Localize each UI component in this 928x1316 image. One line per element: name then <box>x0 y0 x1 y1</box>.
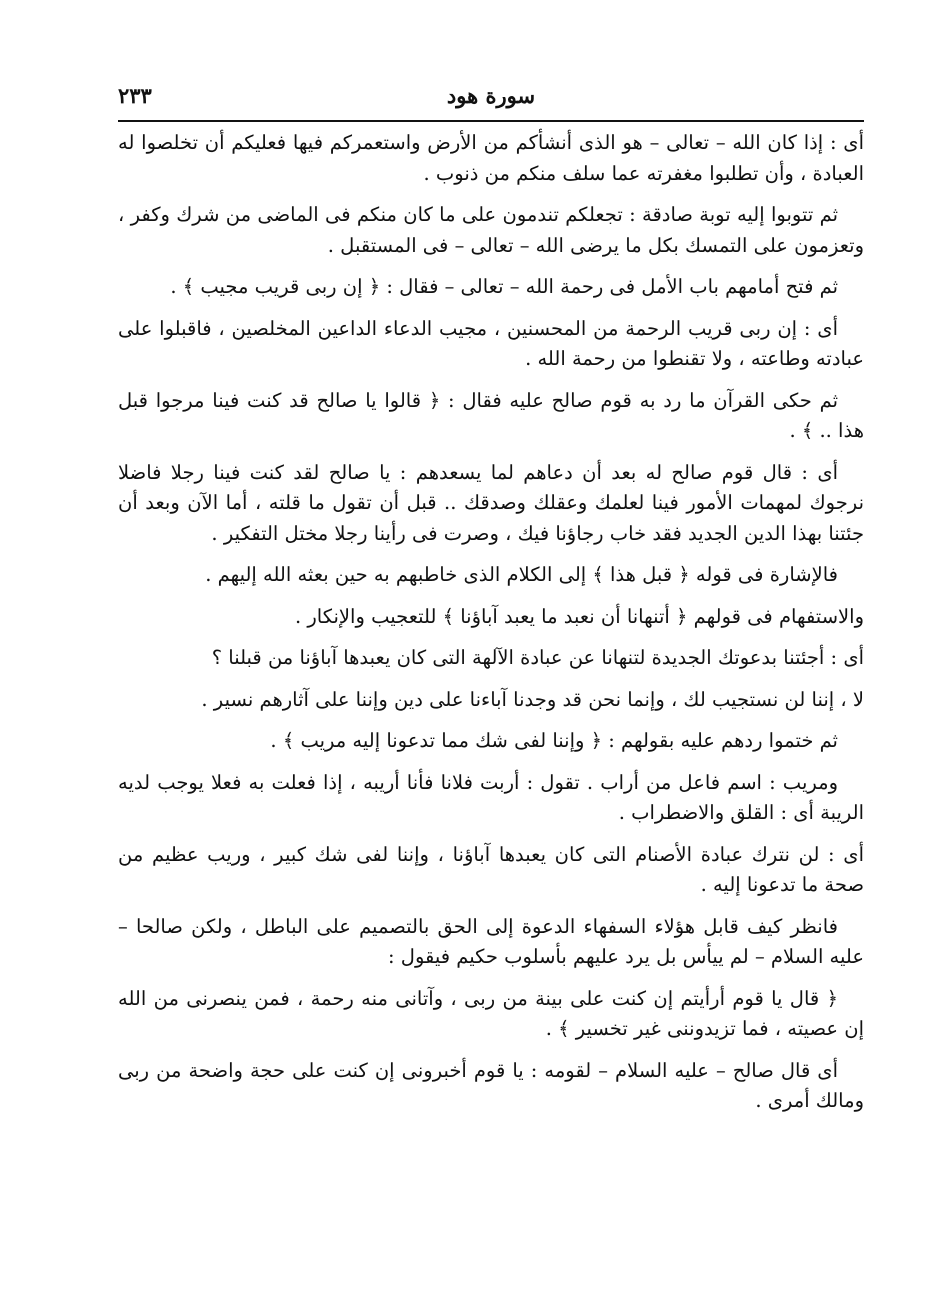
quran-verse-paragraph: ﴿ قال يا قوم أرأيتم إن كنت على بينة من ربى ، وآتانى منه رحمة ، فمن ينصرنى من الله إن عصيته ، فما تزيدوننى غير تخسير ﴾ . <box>118 986 864 1040</box>
page-body <box>118 128 864 1128</box>
paragraph: ثم تتوبوا إليه توبة صادقة : تجعلكم تندمون على ما كان منكم فى الماضى من شرك وكفر ، وتعزمون على التمسك بكل ما يرضى الله – تعالى – فى المستقبل . <box>118 203 864 257</box>
paragraph: فانظر كيف قابل هؤلاء السفهاء الدعوة إلى الحق بالتصميم على الباطل ، ولكن صالحا – عليه السلام – لم ييأس بل يرد عليهم بأسلوب حكيم فيقول : <box>118 914 864 968</box>
surah-title: سورة هود <box>446 83 536 108</box>
paragraph: ثم فتح أمامهم باب الأمل فى رحمة الله – تعالى – فقال : ﴿ إن ربى قريب مجيب ﴾ . <box>170 275 838 298</box>
paragraph: أى : قال قوم صالح له بعد أن دعاهم لما يسعدهم : يا صالح لقد كنت فينا رجلا فاضلا نرجوك لمهمات الأمور فينا لعلمك وعقلك وصدقك .. قبل أن تقول ما قلته ، أما الآن وبعد أن جئتنا بهذا الدين الجديد فقد خاب رجاؤنا فيك ، وصرت فى رأينا رجلا مختل التفكير . <box>118 460 864 545</box>
paragraph: ومريب : اسم فاعل من أراب . تقول : أربت فلانا فأنا أريبه ، إذا فعلت به فعلا يوجب لديه الريبة أى : القلق والاضطراب . <box>118 770 864 824</box>
paragraph: أى : لن نترك عبادة الأصنام التى كان يعبدها آباؤنا ، وإننا لفى شك كبير ، وريب عظيم من صحة ما تدعونا إليه . <box>118 842 864 896</box>
paragraph: أى قال صالح – عليه السلام – لقومه : يا قوم أخبرونى إن كنت على حجة واضحة من ربى ومالك أمرى . <box>118 1058 864 1112</box>
paragraph: أى : أجئتنا بدعوتك الجديدة لتنهانا عن عبادة الآلهة التى كان يعبدها آباؤنا من قبلنا ؟ <box>211 646 864 669</box>
paragraph: ثم حكى القرآن ما رد به قوم صالح عليه فقال : ﴿ قالوا يا صالح قد كنت فينا مرجوا قبل هذا .. ﴾ . <box>118 388 864 442</box>
page-header <box>118 78 864 118</box>
paragraph: لا ، إننا لن نستجيب لك ، وإنما نحن قد وجدنا آباءنا على دين وإننا على آثارهم نسير . <box>201 687 864 711</box>
page-number: ٢٣٣ <box>118 83 152 108</box>
paragraph: ثم ختموا ردهم عليه بقولهم : ﴿ وإننا لفى شك مما تدعونا إليه مريب ﴾ . <box>270 729 838 752</box>
header-divider <box>118 120 864 122</box>
paragraph: والاستفهام فى قولهم ﴿ أتنهانا أن نعبد ما يعبد آباؤنا ﴾ للتعجيب والإنكار . <box>294 604 864 628</box>
paragraph: أى : إذا كان الله – تعالى – هو الذى أنشأكم من الأرض واستعمركم فيها فعليكم أن تخلصوا له العبادة ، وأن تطلبوا مغفرته عما سلف منكم من ذنوب . <box>118 131 864 185</box>
paragraph: فالإشارة فى قوله ﴿ قبل هذا ﴾ إلى الكلام الذى خاطبهم به حين بعثه الله إليهم . <box>205 563 838 586</box>
paragraph: أى : إن ربى قريب الرحمة من المحسنين ، مجيب الدعاء الداعين المخلصين ، فاقبلوا على عبادته وطاعته ، ولا تقنطوا من رحمة الله . <box>118 316 864 370</box>
